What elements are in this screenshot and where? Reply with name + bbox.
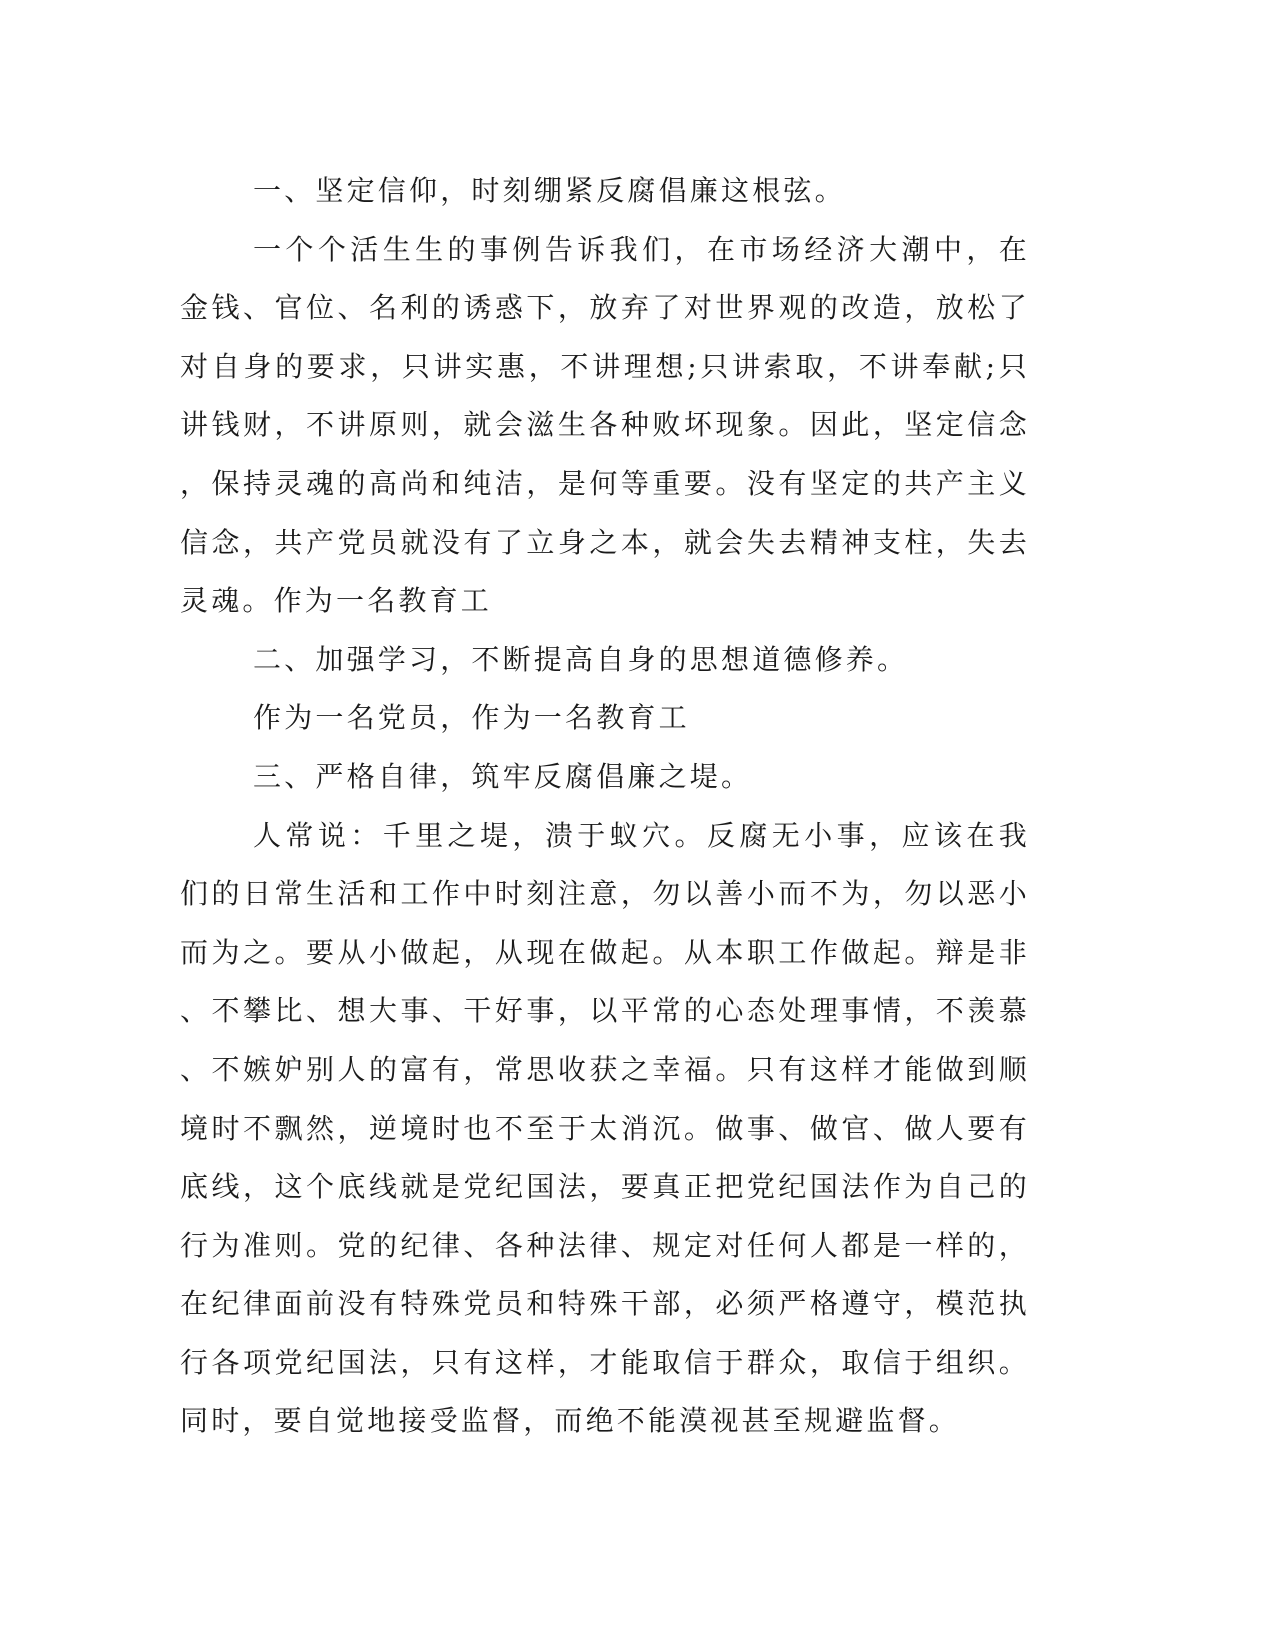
heading-1: 一、坚定信仰，时刻绷紧反腐倡廉这根弦。 [253,174,846,207]
heading-3: 三、严格自律，筑牢反腐倡廉之堤。 [253,759,753,793]
heading-2: 二、加强学习，不断提高自身的思想道德修养。 [253,642,909,676]
paragraph-3: 人常说：千里之堤，溃于蚁穴。反腐无小事，应该在我们的日常生活和工作中时刻注意，勿以善小而不为，勿以恶小而为之。要从小做起，从现在做起。从本职工作做起。辩是非、不攀比、想大事、干好事，以平常的心态处理事情，不羡慕、不嫉妒别人的富有，常思收获之幸福。只有这样才能做到顺境时不飘然，逆境时也不至于太消沉。做事、做官、做人要有底线，这个底线就是党纪国法，要真正把党纪国法作为自己的行为准则。党的纪律、各种法律、规定对任何人都是一样的，在纪律面前没有特殊党员和特殊干部，必须严格遵守，模范执行各项党纪国法，只有这样，才能取信于群众，取信于组织。同时，要自觉地接受监督，而绝不能漠视甚至规避监督。 [180,818,1030,1438]
paragraph-1: 一个个活生生的事例告诉我们，在市场经济大潮中，在金钱、官位、名利的诱惑下，放弃了对世界观的改造，放松了对自身的要求，只讲实惠，不讲理想;只讲索取，不讲奉献;只讲钱财，不讲原则，就会滋生各种败坏现象。因此，坚定信念，保持灵魂的高尚和纯洁，是何等重要。没有坚定的共产主义信念，共产党员就没有了立身之本，就会失去精神支柱，失去灵魂。作为一名教育工 [180,232,1030,618]
document-body [180,162,1030,1451]
paragraph-2: 作为一名党员，作为一名教育工 [253,701,690,735]
